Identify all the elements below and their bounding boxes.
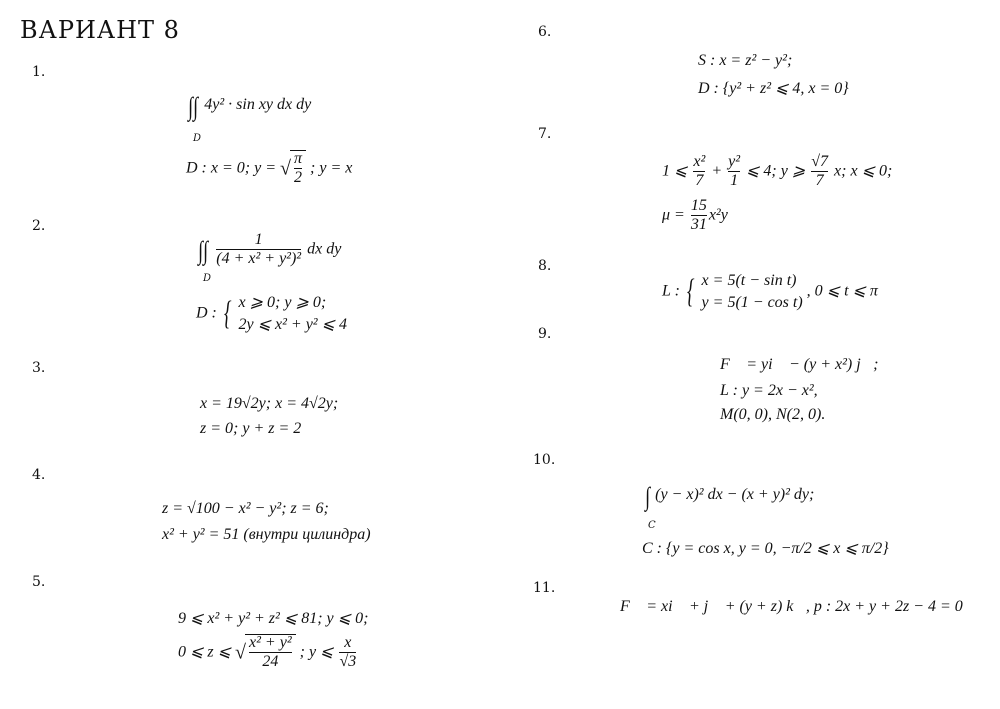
problem-number-4: 4.: [32, 467, 46, 483]
problem-number-9: 9.: [538, 326, 552, 342]
integral-contour-label: C: [648, 520, 656, 531]
fraction-numerator: y²: [728, 153, 741, 170]
problem-number-6: 6.: [538, 24, 552, 40]
problem-9-line-1: F⃗ = yi⃗ − (y + x²) j⃗;: [720, 356, 879, 373]
fraction-denominator: 2: [294, 168, 302, 186]
integrand: (y − x)² dx − (x + y)² dy;: [655, 486, 815, 503]
problem-number-7: 7.: [538, 126, 552, 142]
fraction-numerator: x: [344, 634, 352, 651]
fraction-denominator: √3: [339, 652, 357, 670]
problem-11-line-1: F⃗ = xi⃗ + j⃗ + (y + z) k⃗, p : 2x + y + 2z − 4 = 0: [620, 598, 963, 615]
problem-2-integral: [196, 232, 341, 268]
problem-number-8: 8.: [538, 258, 552, 274]
problem-10-line-2: C : {y = cos x, y = 0, −π/2 ⩽ x ⩽ π/2}: [642, 540, 889, 557]
fraction-numerator: 15: [690, 197, 707, 214]
fraction-denominator: 7: [695, 171, 704, 189]
inequality-end: x; x ⩽ 0;: [834, 162, 893, 180]
fraction-denominator: 24: [249, 652, 292, 671]
region-prefix: D : x = 0; y =: [186, 159, 277, 177]
fraction-denominator: 31: [690, 215, 707, 233]
double-integral-sign: ∫∫: [198, 236, 209, 266]
line-integral-sign: ∫: [645, 482, 651, 511]
fraction-numerator: π: [294, 150, 303, 167]
fraction-denominator: (4 + x² + y²)²: [216, 249, 302, 267]
system-row-1: x ⩾ 0; y ⩾ 0;: [238, 294, 327, 311]
problem-number-2: 2.: [32, 218, 46, 234]
problem-9-line-3: M(0, 0), N(2, 0).: [720, 406, 826, 423]
system-row-1: x = 5(t − sin t): [701, 272, 797, 289]
system-row-2: y = 5(1 − cos t): [701, 293, 803, 311]
problem-4-line-2: x² + y² = 51 (внутри цилиндра): [162, 526, 371, 543]
problem-5-line-2: 0 ⩽ z ⩽ √ $\frac{\text{x² + y²}}{24}$ ; y ⩽ $\frac{x}{√3}$: [178, 634, 357, 670]
fraction-numerator: √7: [811, 153, 829, 170]
problem-8-curve: L : { x = 5(t − sin t) y = 5(1 − cos t) , 0 ⩽ t ⩽ π: [662, 270, 878, 313]
curve-label: L :: [662, 282, 680, 300]
page-title: ВАРИАНТ 8: [20, 16, 180, 44]
problem-6-line-1: S : x = z² − y²;: [698, 52, 793, 69]
inequality-middle: ⩽ 4; y ⩾: [746, 162, 806, 180]
problem-number-11: 11.: [533, 580, 556, 596]
inequality-start: 1 ⩽: [662, 162, 688, 180]
problem-3-line-2: z = 0; y + z = 2: [200, 420, 302, 437]
problem-number-3: 3.: [32, 360, 46, 376]
problem-6-line-2: D : {y² + z² ⩽ 4, x = 0}: [698, 80, 849, 97]
problem-7-line-1: [662, 154, 892, 190]
plus-sign: +: [711, 162, 723, 180]
region-suffix: ; y = x: [310, 159, 353, 177]
region-label: D :: [196, 304, 217, 322]
inequality-middle: ; y ⩽: [299, 643, 334, 661]
problem-1-integral: [186, 92, 311, 122]
differentials: dx dy: [307, 240, 342, 258]
problem-number-1: 1.: [32, 64, 46, 80]
double-integral-sign: ∫∫: [188, 92, 199, 121]
density-label: μ =: [662, 206, 685, 224]
integrand: 4y² · sin xy dx dy: [204, 96, 312, 113]
problem-number-10: 10.: [533, 452, 556, 468]
problem-7-line-2: [662, 198, 728, 234]
fraction-numerator: 1: [254, 231, 263, 248]
fraction-numerator: x² + y²: [249, 634, 292, 651]
problem-10-integral: [644, 482, 814, 512]
problem-9-line-2: L : y = 2x − x²,: [720, 382, 818, 399]
fraction-denominator: 7: [811, 171, 828, 190]
problem-2-region: D : { x ⩾ 0; y ⩾ 0; 2y ⩽ x² + y² ⩽ 4: [196, 292, 347, 335]
parameter-range: , 0 ⩽ t ⩽ π: [806, 282, 878, 300]
density-tail: x²y: [708, 206, 728, 224]
problem-5-line-1: 9 ⩽ x² + y² + z² ⩽ 81; y ⩽ 0;: [178, 610, 369, 627]
fraction-numerator: x²: [693, 153, 706, 170]
fraction-denominator: 1: [730, 171, 739, 189]
inequality-prefix: 0 ⩽ z ⩽: [178, 643, 232, 661]
problem-number-5: 5.: [32, 574, 46, 590]
problem-3-line-1: x = 19√2y; x = 4√2y;: [200, 395, 339, 412]
integral-region-label: D: [203, 273, 212, 284]
system-row-2: 2y ⩽ x² + y² ⩽ 4: [238, 315, 348, 333]
integral-region-label: D: [193, 133, 202, 144]
problem-1-region: D : x = 0; y = √ $\frac{\pi}{2}$ ; y = x: [186, 150, 353, 186]
problem-4-line-1: z = √100 − x² − y²; z = 6;: [162, 500, 329, 517]
